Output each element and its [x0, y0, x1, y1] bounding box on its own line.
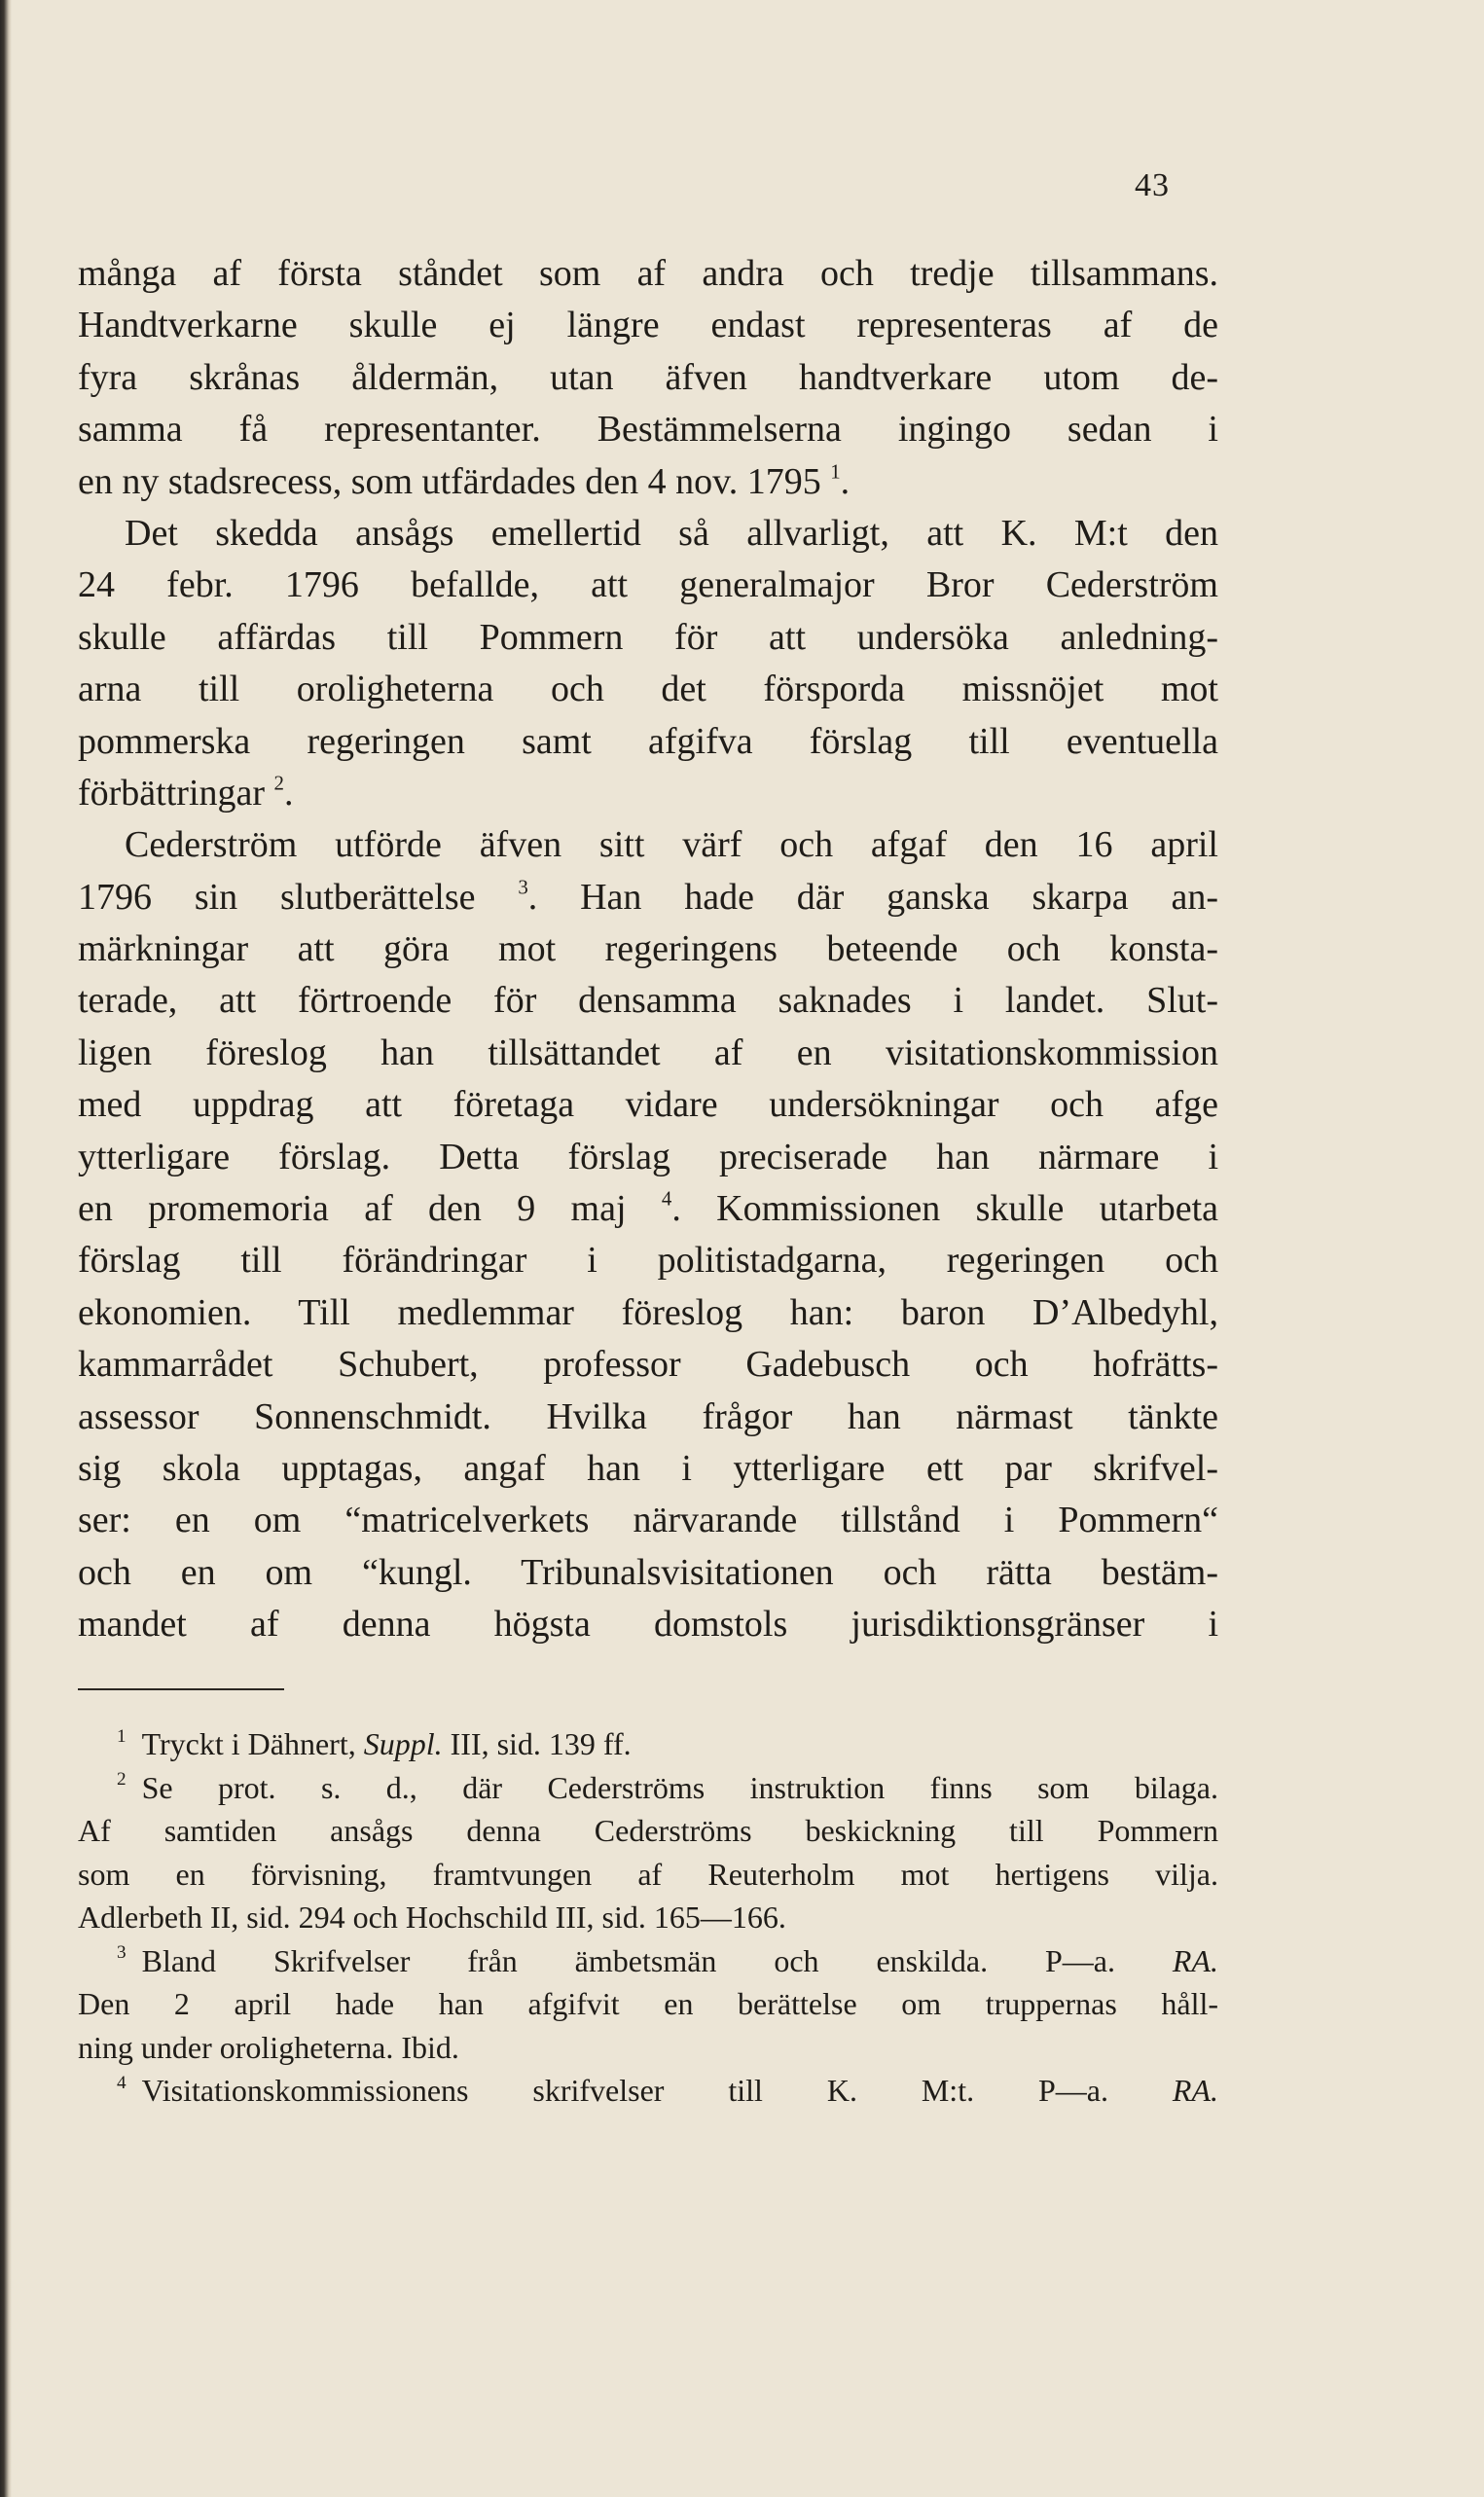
body-line: ytterligare förslag. Detta förslag preciserade han närmare i — [78, 1136, 1218, 1177]
footnote-marker: 3 — [117, 1942, 127, 1964]
footnote-line: Af samtiden ansågs denna Cederströms beskickning till Pommern — [78, 1813, 1218, 1848]
footnote-ref-4: 4 — [661, 1186, 672, 1211]
body-line: samma få representanter. Bestämmelserna ingingo sedan i — [78, 409, 1218, 451]
footnote-line: ning under oroligheterna. Ibid. — [78, 2029, 459, 2065]
footnote-1: $^1$ Tryckt i Dähnert, Suppl. III, sid. 139 ff. — [117, 1725, 632, 1761]
body-line: 1796 sin slutberättelse $^3$. Han hade där ganska skarpa an- — [78, 875, 1218, 918]
body-line: förbättringar $^2$. — [78, 771, 294, 814]
body-line: Cederström utförde äfven sitt värf och afgaf den 16 april — [125, 824, 1218, 866]
body-line: Handtverkarne skulle ej längre endast representeras af de — [78, 305, 1218, 346]
footnote-ref-2: 2 — [273, 771, 284, 795]
body-line: Det skedda ansågs emellertid så allvarligt, att K. M:t den — [125, 512, 1218, 554]
body-line: en ny stadsrecess, som utfärdades den 4 nov. 1795 $^1$. — [78, 458, 851, 502]
footnote-line: Den 2 april hade han afgifvit en berättelse om truppernas håll- — [78, 1986, 1218, 2021]
body-line: ser: en om “matricelverkets närvarande tillstånd i Pommern“ — [78, 1500, 1218, 1541]
footnote-line: som en förvisning, framtvungen af Reuterholm mot hertigens vilja. — [78, 1856, 1218, 1892]
body-line: skulle affärdas till Pommern för att undersöka anledning- — [78, 616, 1218, 658]
body-line: kammarrådet Schubert, professor Gadebusch och hofrätts- — [78, 1344, 1218, 1386]
body-line: och en om “kungl. Tribunalsvisitationen och rätta bestäm- — [78, 1551, 1218, 1593]
body-line: sig skola upptagas, angaf han i ytterligare ett par skrifvel- — [78, 1447, 1218, 1489]
body-line: terade, att förtroende för densamma saknades i landet. Slut- — [78, 980, 1218, 1022]
body-line: pommerska regeringen samt afgifva förslag till eventuella — [78, 720, 1218, 762]
footnotes — [78, 1722, 1218, 2113]
body-line: fyra skrånas åldermän, utan äfven handtverkare utom de- — [78, 356, 1218, 398]
body-line: en promemoria af den 9 maj $^4$. Kommissionen skulle utarbeta — [78, 1186, 1219, 1230]
body-line: många af första ståndet som af andra och tredje tillsammans. — [78, 253, 1218, 294]
body-line: 24 febr. 1796 befallde, att generalmajor Bror Cederström — [78, 564, 1218, 606]
body-line: förslag till förändringar i politistadgarna, regeringen och — [78, 1240, 1218, 1282]
page-number: 43 — [1135, 167, 1170, 203]
body-text — [78, 248, 1218, 1651]
footnote-divider — [78, 1688, 284, 1690]
body-line: arna till oroligheterna och det försporda missnöjet mot — [78, 669, 1218, 710]
body-line: mandet af denna högsta domstols jurisdiktionsgränser i — [78, 1604, 1218, 1646]
footnote-marker: 4 — [117, 2072, 127, 2093]
body-line: assessor Sonnenschmidt. Hvilka frågor han närmast tänkte — [78, 1395, 1218, 1437]
footnote-line: Adlerbeth II, sid. 294 och Hochschild III, sid. 165—166. — [78, 1900, 786, 1935]
body-line: med uppdrag att företaga vidare undersökningar och afge — [78, 1084, 1218, 1126]
footnote-marker: 1 — [117, 1725, 127, 1747]
footnote-ref-1: 1 — [830, 458, 841, 483]
footnote-2: $^2$ Se prot. s. d., där Cederströms instruktion finns som bilaga. — [117, 1769, 1218, 1805]
body-line: ekonomien. Till medlemmar föreslog han: baron D’Albedyhl, — [78, 1291, 1218, 1333]
page-binding-edge — [0, 0, 12, 2497]
footnote-marker: 2 — [117, 1769, 127, 1791]
body-line: märkningar att göra mot regeringens beteende och konsta- — [78, 928, 1218, 970]
footnote-3: $^3$ Bland Skrifvelser från ämbetsmän och enskilda. P—a. RA. — [117, 1942, 1219, 1978]
footnote-4: $^4$ Visitationskommissionens skrifvelser till K. M:t. P—a. RA. — [117, 2072, 1219, 2108]
footnote-ref-3: 3 — [518, 875, 528, 899]
body-line: ligen föreslog han tillsättandet af en visitationskommission — [78, 1031, 1218, 1073]
